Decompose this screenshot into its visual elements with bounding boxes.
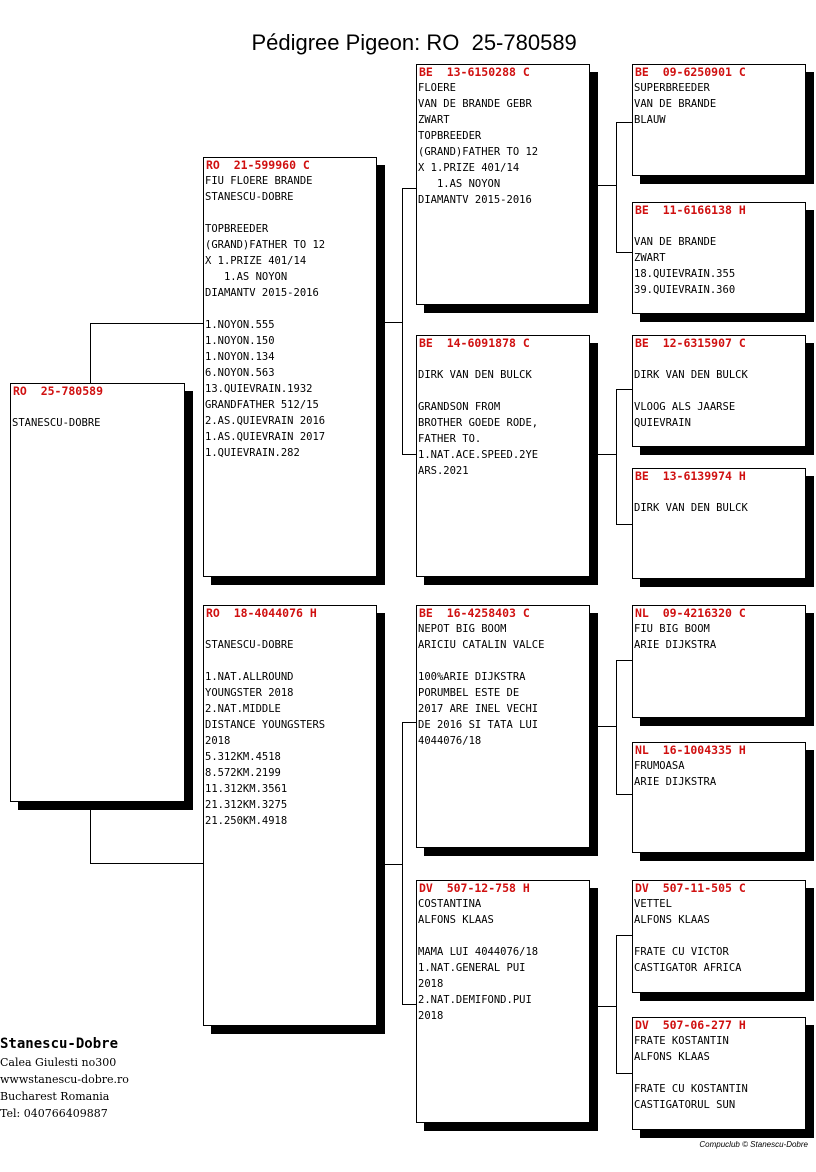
pedigree-note	[633, 383, 805, 399]
pedigree-note: ZWART	[634, 252, 666, 264]
pedigree-note: ARIE DIJKSTRA	[634, 776, 717, 788]
connector	[90, 810, 91, 863]
ring-number: NL 09-4216320 C	[635, 606, 746, 620]
pedigree-note: FRATE CU KOSTANTIN	[634, 1083, 748, 1095]
connector	[616, 524, 633, 525]
connector	[616, 122, 617, 252]
great-grandparent-card	[632, 742, 806, 853]
connector	[402, 722, 403, 1004]
pedigree-note: FATHER TO.	[418, 433, 482, 445]
ring-number: RO 25-780589	[13, 384, 104, 398]
pedigree-note: QUIEVRAIN	[634, 417, 691, 429]
pedigree-note	[633, 351, 805, 367]
sire-sire-card	[416, 64, 590, 305]
pedigree-note: 2018	[418, 978, 444, 990]
pedigree-note: FRATE CU VICTOR	[634, 946, 729, 958]
breeder-name: Stanescu-Dobre	[0, 1036, 119, 1052]
pedigree-note: VAN DE BRANDE GEBR	[418, 98, 532, 110]
pedigree-note: ALFONS KLAAS	[634, 914, 710, 926]
pedigree-note: BROTHER GOEDE RODE,	[418, 417, 539, 429]
pedigree-note: DIAMANTV 2015-2016	[418, 194, 532, 206]
pedigree-note: (GRAND)FATHER TO 12	[418, 146, 539, 158]
pedigree-note: 1.AS.QUIEVRAIN 2017	[205, 431, 326, 443]
great-grandparent-card	[632, 1017, 806, 1130]
title-ring: RO 25-780589	[426, 30, 577, 55]
pedigree-note: VLOOG ALS JAARSE	[634, 401, 736, 413]
pedigree-note: GRANDSON FROM	[418, 401, 501, 413]
pedigree-note: 4044076/18	[418, 735, 482, 747]
breeder-website: wwwstanescu-dobre.ro	[0, 1073, 129, 1086]
pedigree-note	[633, 1065, 805, 1081]
pedigree-note: 1.QUIEVRAIN.282	[205, 447, 300, 459]
connector	[616, 660, 633, 661]
ring-number: BE 09-6250901 C	[635, 65, 746, 79]
pedigree-note: STANESCU-DOBRE	[205, 191, 294, 203]
pedigree-note: 1.AS NOYON	[418, 178, 501, 190]
pedigree-note: 1.NAT.ACE.SPEED.2YE	[418, 449, 539, 461]
pedigree-note: FRATE KOSTANTIN	[634, 1035, 729, 1047]
great-grandparent-card	[632, 335, 806, 447]
software-credit: Compuclub © Stanescu-Dobre	[699, 1140, 808, 1149]
pedigree-note	[417, 351, 589, 367]
dam-card	[203, 605, 377, 1026]
pedigree-note: ARICIU CATALIN VALCE	[418, 639, 545, 651]
pedigree-note	[204, 205, 376, 221]
connector	[616, 794, 633, 795]
pedigree-note: ALFONS KLAAS	[634, 1051, 710, 1063]
pedigree-note: 1.NAT.GENERAL PUI	[418, 962, 526, 974]
connector	[402, 188, 417, 189]
great-grandparent-card	[632, 64, 806, 176]
title-prefix: Pédigree Pigeon:	[251, 30, 421, 55]
pedigree-note: STANESCU-DOBRE	[12, 417, 101, 429]
connector	[616, 660, 617, 794]
pedigree-note: 2.NAT.MIDDLE	[205, 703, 281, 715]
pedigree-note: ZWART	[418, 114, 450, 126]
pedigree-note: 2.AS.QUIEVRAIN 2016	[205, 415, 326, 427]
pedigree-note: X 1.PRIZE 401/14	[205, 255, 307, 267]
connector	[384, 322, 402, 323]
sire-dam-card	[416, 335, 590, 577]
pedigree-note: GRANDFATHER 512/15	[205, 399, 319, 411]
pedigree-note: TOPBREEDER	[205, 223, 269, 235]
ring-number: NL 16-1004335 H	[635, 743, 746, 757]
pedigree-note: 39.QUIEVRAIN.360	[634, 284, 736, 296]
pedigree-note: 5.312KM.4518	[205, 751, 281, 763]
connector	[90, 323, 91, 383]
pedigree-note: VAN DE BRANDE	[634, 236, 717, 248]
pedigree-note: 1.NOYON.134	[205, 351, 275, 363]
pedigree-note	[204, 301, 376, 317]
pedigree-note: VAN DE BRANDE	[634, 98, 717, 110]
pedigree-note: DIRK VAN DEN BULCK	[634, 502, 748, 514]
ring-number: DV 507-06-277 H	[635, 1018, 746, 1032]
ring-number: BE 12-6315907 C	[635, 336, 746, 350]
pedigree-note	[417, 928, 589, 944]
pedigree-note: 8.572KM.2199	[205, 767, 281, 779]
connector	[402, 188, 403, 454]
dam-dam-card	[416, 880, 590, 1123]
pedigree-note	[204, 653, 376, 669]
pedigree-note	[633, 928, 805, 944]
connector	[384, 864, 402, 865]
pedigree-note: STANESCU-DOBRE	[205, 639, 294, 651]
ring-number: DV 507-12-758 H	[419, 881, 530, 895]
pedigree-note	[11, 399, 184, 415]
pedigree-note: ALFONS KLAAS	[418, 914, 494, 926]
pedigree-note: DE 2016 SI TATA LUI	[418, 719, 539, 731]
pedigree-note: DIAMANTV 2015-2016	[205, 287, 319, 299]
pedigree-note: 2017 ARE INEL VECHI	[418, 703, 539, 715]
connector	[616, 935, 633, 936]
pedigree-note: 21.250KM.4918	[205, 815, 288, 827]
pedigree-note: 2.NAT.DEMIFOND.PUI	[418, 994, 532, 1006]
pedigree-note: 100%ARIE DIJKSTRA	[418, 671, 526, 683]
pedigree-note: BLAUW	[634, 114, 666, 126]
pedigree-note: YOUNGSTER 2018	[205, 687, 294, 699]
connector	[616, 935, 617, 1073]
connector	[616, 252, 633, 253]
ring-number: DV 507-11-505 C	[635, 881, 746, 895]
pedigree-note: FIU BIG BOOM	[634, 623, 710, 635]
pedigree-note: ARS.2021	[418, 465, 469, 477]
pedigree-note	[417, 653, 589, 669]
connector	[90, 323, 204, 324]
pedigree-note: (GRAND)FATHER TO 12	[205, 239, 326, 251]
pedigree-note: FLOERE	[418, 82, 456, 94]
connector	[402, 454, 417, 455]
pedigree-note	[633, 484, 805, 500]
ring-number: RO 18-4044076 H	[206, 606, 317, 620]
pedigree-note: 13.QUIEVRAIN.1932	[205, 383, 313, 395]
pedigree-note: SUPERBREEDER	[634, 82, 710, 94]
pedigree-note	[204, 621, 376, 637]
ring-number: BE 14-6091878 C	[419, 336, 530, 350]
pedigree-note: CASTIGATORUL SUN	[634, 1099, 736, 1111]
pedigree-note: VETTEL	[634, 898, 672, 910]
pedigree-note: COSTANTINA	[418, 898, 482, 910]
pedigree-note: TOPBREEDER	[418, 130, 482, 142]
breeder-city: Bucharest Romania	[0, 1090, 110, 1103]
pedigree-note: MAMA LUI 4044076/18	[418, 946, 539, 958]
connector	[598, 1006, 616, 1007]
pedigree-note: 1.AS NOYON	[205, 271, 288, 283]
pedigree-note: 21.312KM.3275	[205, 799, 288, 811]
ring-number: BE 16-4258403 C	[419, 606, 530, 620]
pedigree-note: 1.NOYON.555	[205, 319, 275, 331]
ring-number: BE 13-6150288 C	[419, 65, 530, 79]
connector	[616, 1073, 633, 1074]
pedigree-note: 1.NOYON.150	[205, 335, 275, 347]
great-grandparent-card	[632, 202, 806, 314]
pedigree-note: CASTIGATOR AFRICA	[634, 962, 742, 974]
connector	[402, 1004, 417, 1005]
pedigree-note: DISTANCE YOUNGSTERS	[205, 719, 326, 731]
pedigree-note: DIRK VAN DEN BULCK	[418, 369, 532, 381]
pedigree-note: FIU FLOERE BRANDE	[205, 175, 313, 187]
page-title	[0, 4, 816, 56]
pedigree-note: DIRK VAN DEN BULCK	[634, 369, 748, 381]
connector	[598, 726, 616, 727]
pedigree-note: FRUMOASA	[634, 760, 685, 772]
breeder-phone: Tel: 040766409887	[0, 1107, 108, 1120]
connector	[616, 389, 617, 524]
sire-card	[203, 157, 377, 577]
connector	[402, 722, 417, 723]
ring-number: RO 21-599960 C	[206, 158, 310, 172]
connector	[616, 389, 633, 390]
pedigree-note: 6.NOYON.563	[205, 367, 275, 379]
pedigree-note: 11.312KM.3561	[205, 783, 288, 795]
connector	[90, 863, 204, 864]
pedigree-note: X 1.PRIZE 401/14	[418, 162, 520, 174]
pedigree-note	[417, 383, 589, 399]
pedigree-note: 2018	[205, 735, 231, 747]
subject-pigeon-card	[10, 383, 185, 802]
connector	[598, 454, 616, 455]
breeder-contact	[0, 1034, 129, 1122]
breeder-address: Calea Giulesti no300	[0, 1056, 117, 1069]
pedigree-note: PORUMBEL ESTE DE	[418, 687, 520, 699]
pedigree-note: NEPOT BIG BOOM	[418, 623, 507, 635]
dam-sire-card	[416, 605, 590, 848]
great-grandparent-card	[632, 468, 806, 579]
pedigree-note: 18.QUIEVRAIN.355	[634, 268, 736, 280]
connector	[598, 185, 616, 186]
great-grandparent-card	[632, 880, 806, 993]
pedigree-note	[633, 218, 805, 234]
pedigree-note: 1.NAT.ALLROUND	[205, 671, 294, 683]
connector	[616, 122, 633, 123]
ring-number: BE 11-6166138 H	[635, 203, 746, 217]
pedigree-note: 2018	[418, 1010, 444, 1022]
ring-number: BE 13-6139974 H	[635, 469, 746, 483]
pedigree-note: ARIE DIJKSTRA	[634, 639, 717, 651]
great-grandparent-card	[632, 605, 806, 718]
